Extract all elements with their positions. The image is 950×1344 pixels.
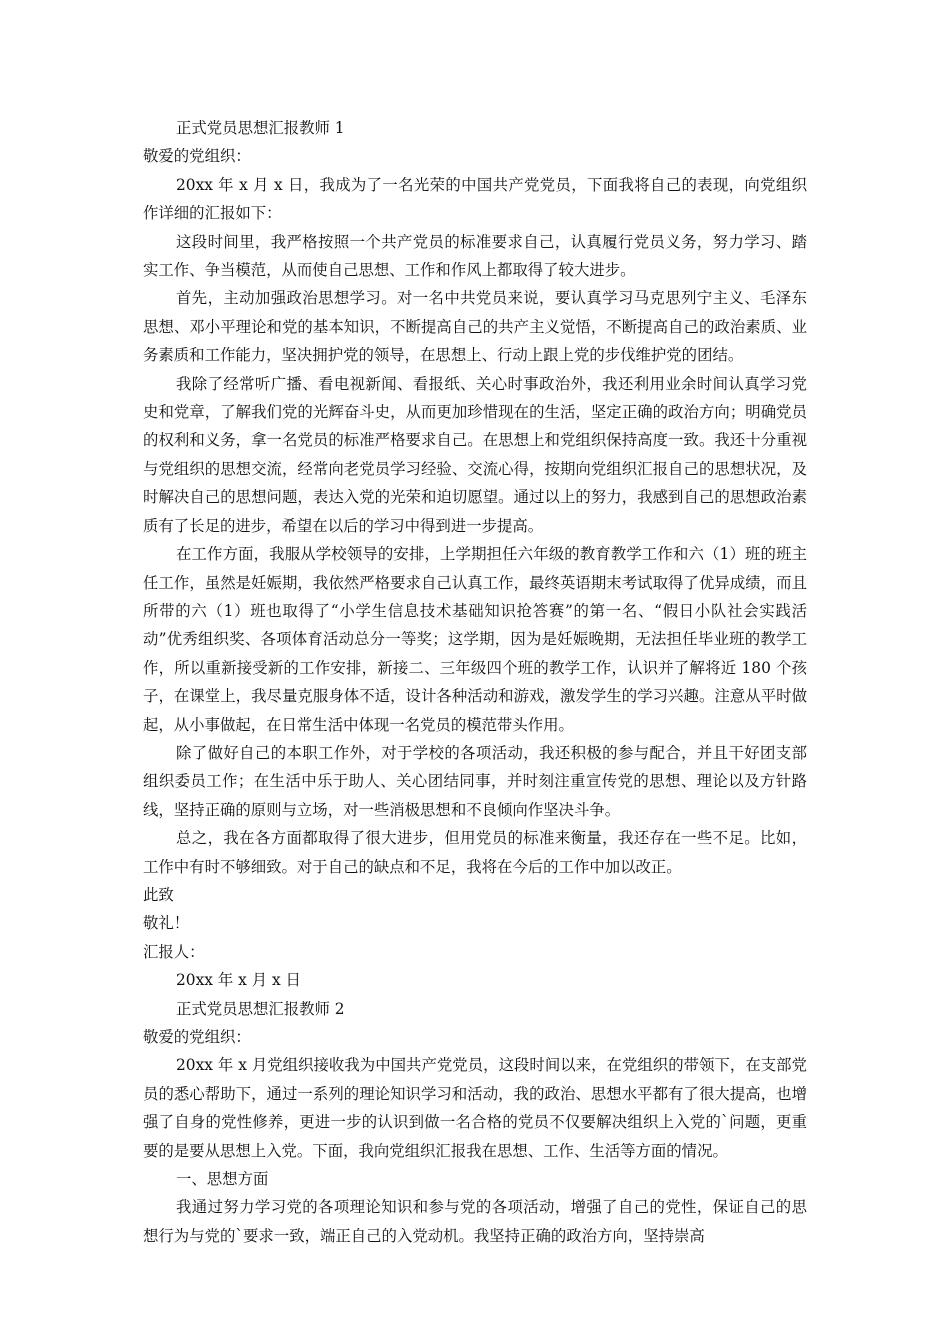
salutation-1: 敬爱的党组织： [143, 147, 251, 166]
section-heading: 一、思想方面 [176, 1170, 269, 1189]
report-date: 20xx 年 x 月 x 日 [176, 971, 301, 990]
body-paragraph: 20xx 年 x 月 x 日，我成为了一名光荣的中国共产党党员，下面我将自己的表现，向党组织作详细的汇报如下： [143, 175, 807, 223]
body-paragraph: 我除了经常听广播、看电视新闻、看报纸、关心时事政治外，我还利用业余时间认真学习党史和党章，了解我们党的光辉奋斗史，从而更加珍惜现在的生活，坚定正确的政治方向；明确党员的权利和义务，拿一名党员的标准严格要求自己。在思想上和党组织保持高度一致。我还十分重视与党组织的思想交流，经常向老党员学习经验、交流心得，按期向党组织汇报自己的思想状况，及时解决自己的思想问题，表达入党的光荣和迫切愿望。通过以上的努力，我感到自己的思想政治素质有了长足的进步，希望在以后的学习中得到进一步提高。 [143, 374, 807, 535]
body-paragraph: 在工作方面，我服从学校领导的安排，上学期担任六年级的教育教学工作和六（1）班的班主任工作，虽然是妊娠期，我依然严格要求自己认真工作，最终英语期末考试取得了优异成绩，而且所带的六（1）班也取得了“小学生信息技术基础知识抢答赛”的第一名、“假日小队社会实践活动”优秀组织奖、各项体育活动总分一等奖；这学期，因为是妊娠晚期，无法担任毕业班的教学工作，所以重新接受新的工作安排，新接二、三年级四个班的教学工作，认识并了解将近 180 个孩子，在课堂上，我尽量克服身体不适，设计各种活动和游戏，激发学生的学习兴趣。注意从平时做起，从小事做起，在日常生活中体现一名党员的模范带头作用。 [143, 545, 807, 734]
report-title-2: 正式党员思想汇报教师 2 [176, 999, 345, 1018]
closing-line: 此致 [143, 885, 174, 904]
closing-line: 敬礼！ [143, 914, 190, 933]
body-paragraph: 这段时间里，我严格按照一个共产党员的标准要求自己，认真履行党员义务，努力学习、踏实工作、争当模范，从而使自己思想、工作和作风上都取得了较大进步。 [143, 232, 807, 280]
salutation-2: 敬爱的党组织： [143, 1028, 251, 1046]
body-paragraph: 我通过努力学习党的各项理论知识和参与党的各项活动，增强了自己的党性，保证自己的思想行为与党的`要求一致，端正自己的入党动机。我坚持正确的政治方向，坚持崇高 [143, 1198, 807, 1245]
body-paragraph: 除了做好自己的本职工作外，对于学校的各项活动，我还积极的参与配合，并且干好团支部组织委员工作；在生活中乐于助人、关心团结同事，并时刻注重宣传党的思想、理论以及方针路线，坚持正确的原则与立场，对一些消极思想和不良倾向作坚决斗争。 [143, 743, 807, 819]
body-paragraph: 首先，主动加强政治思想学习。对一名中共党员来说，要认真学习马克思列宁主义、毛泽东思想、邓小平理论和党的基本知识，不断提高自己的共产主义觉悟，不断提高自己的政治素质、业务素质和工作能力，坚决拥护党的领导，在思想上、行动上跟上党的步伐维护党的团结。 [143, 289, 807, 365]
report-title-1: 正式党员思想汇报教师 1 [176, 119, 345, 137]
body-paragraph: 20xx 年 x 月党组织接收我为中国共产党党员，这段时间以来，在党组织的带领下，在支部党员的悉心帮助下，通过一系列的理论知识学习和活动，我的政治、思想水平都有了很大提高，也增强了自身的党性修养，更进一步的认识到做一名合格的党员不仅要解决组织上入党的`问题，更重要的是要从思想上入党。下面，我向党组织汇报我在思想、工作、生活等方面的情况。 [143, 1056, 807, 1160]
body-paragraph: 总之，我在各方面都取得了很大进步，但用党员的标准来衡量，我还存在一些不足。比如，工作中有时不够细致。对于自己的缺点和不足，我将在今后的工作中加以改正。 [143, 829, 807, 876]
document-page [143, 114, 807, 1250]
reporter-label: 汇报人： [143, 942, 205, 961]
